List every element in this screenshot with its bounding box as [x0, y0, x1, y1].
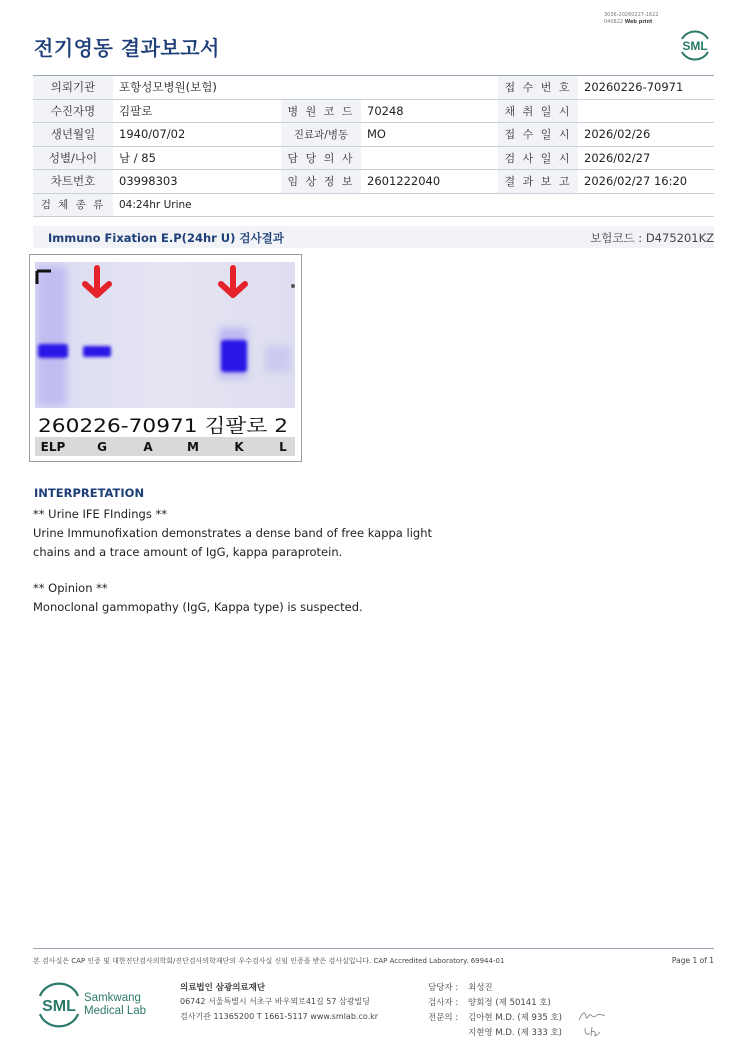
- value-clinical-info: 2601222040: [361, 170, 498, 194]
- interpretation-heading: INTERPRETATION: [34, 486, 145, 500]
- info-row: [33, 99, 714, 123]
- value-chart-no: 03998303: [113, 170, 281, 194]
- value-test-date: 2026/02/27: [578, 146, 714, 170]
- samkwang-logo-icon: [36, 980, 156, 1028]
- info-row: [33, 170, 714, 194]
- label-requesting-org: 의뢰기관: [33, 76, 113, 100]
- kappa-band: [221, 340, 247, 372]
- staff-name: 양회정 (제 50141 호): [468, 998, 551, 1008]
- staff-name: 최성진: [468, 983, 493, 993]
- value-department: MO: [361, 123, 498, 147]
- staff-name: 지현영 M.D. (제 333 호): [468, 1028, 563, 1038]
- gel-sample-label: 260226-70971 김팔로 2: [38, 415, 288, 437]
- info-row: [33, 193, 714, 217]
- label-birth-date: 생년월일: [33, 123, 113, 147]
- info-row: [33, 76, 714, 100]
- value-birth-date: 1940/07/02: [113, 123, 281, 147]
- staff-role: 전문의 :: [428, 1013, 459, 1023]
- label-receipt-date: 접 수 일 시: [498, 123, 578, 147]
- logo-top-text: SML: [682, 39, 708, 53]
- elp-lane-smear: [37, 266, 67, 406]
- info-row: [33, 123, 714, 147]
- lane-label-elp: ELP: [40, 440, 66, 454]
- org-contact: 검사기관 11365200 T 1661-5117 www.smlab.co.kr: [180, 1012, 379, 1021]
- staff-row: [428, 1011, 562, 1023]
- label-department: 진료과/병동: [281, 123, 361, 147]
- value-collection-date: [578, 99, 714, 123]
- print-code: [604, 12, 659, 26]
- print-code-number: 040822: [604, 19, 624, 25]
- value-patient-name: 김팔로: [113, 99, 281, 123]
- value-sex-age: 남 / 85: [113, 146, 281, 170]
- elp-band: [38, 344, 68, 358]
- lane-label-strip: [35, 437, 295, 456]
- logo-bottom-text: SML: [42, 998, 76, 1015]
- info-row: [33, 146, 714, 170]
- value-requesting-org: 포항성모병원(보험): [113, 76, 498, 100]
- signature-icon: [582, 1024, 602, 1038]
- footer-divider: [33, 948, 714, 949]
- sml-logo-icon: [676, 26, 714, 64]
- lane-label-k: K: [234, 440, 244, 454]
- staff-row: [428, 981, 493, 993]
- label-hospital-code: 병 원 코 드: [281, 99, 361, 123]
- logo-sub2: Medical Lab: [84, 1005, 147, 1017]
- label-sex-age: 성별/나이: [33, 146, 113, 170]
- accreditation-note: 본 검사실은 CAP 인증 및 대한진단검사의학회/진단검사의학재단의 우수검사실 신임 인증을 받은 검사실입니다. CAP Accredited Laboratory. 69944-01: [33, 957, 505, 965]
- patient-info-table: [33, 75, 714, 217]
- org-name: 의료법인 삼광의료재단: [180, 983, 266, 993]
- value-accession-no: 20260226-70971: [578, 76, 714, 100]
- value-physician: [361, 146, 498, 170]
- value-result-report: 2026/02/27 16:20: [578, 170, 714, 194]
- insurance-code: 보험코드 : D475201KZ: [590, 231, 714, 245]
- label-accession-no: 접 수 번 호: [498, 76, 578, 100]
- staff-row: [428, 996, 551, 1008]
- staff-role: 검사자 :: [428, 998, 459, 1008]
- opinion-text: Monoclonal gammopathy (IgG, Kappa type) is suspected.: [33, 600, 363, 614]
- staff-row: [468, 1026, 562, 1038]
- value-receipt-date: 2026/02/26: [578, 123, 714, 147]
- label-clinical-info: 임 상 정 보: [281, 170, 361, 194]
- lane-label-l: L: [279, 440, 287, 454]
- print-code-line2: [604, 19, 659, 26]
- logo-sub1: Samkwang: [84, 992, 141, 1004]
- lambda-lane-trace: [265, 346, 291, 372]
- findings-text: Urine Immunofixation demonstrates a dense band of free kappa light chains and a trace amount of IgG, kappa paraprotein.: [33, 526, 433, 559]
- igg-band: [83, 346, 111, 357]
- lane-label-m: M: [187, 440, 199, 454]
- findings-heading: ** Urine IFE FIndings **: [33, 507, 167, 521]
- staff-name: 김아현 M.D. (제 935 호): [468, 1013, 563, 1023]
- lane-label-a: A: [143, 440, 153, 454]
- label-patient-name: 수진자명: [33, 99, 113, 123]
- report-title: 전기영동 결과보고서: [34, 36, 220, 60]
- edge-dot: [291, 284, 295, 288]
- signature-icon: [577, 1009, 607, 1023]
- lane-label-g: G: [97, 440, 107, 454]
- label-specimen-type: 검 체 종 류: [33, 193, 113, 217]
- print-label: Web print: [624, 19, 653, 25]
- label-collection-date: 채 취 일 시: [498, 99, 578, 123]
- label-physician: 담 당 의 사: [281, 146, 361, 170]
- label-chart-no: 차트번호: [33, 170, 113, 194]
- org-address: 06742 서울특별시 서초구 바우뫼로41길 57 삼광빌딩: [180, 997, 370, 1006]
- label-result-report: 결 과 보 고: [498, 170, 578, 194]
- opinion-heading: ** Opinion **: [33, 581, 108, 595]
- page-number: Page 1 of 1: [671, 956, 714, 965]
- immunofixation-gel-image: [35, 262, 295, 456]
- label-test-date: 검 사 일 시: [498, 146, 578, 170]
- section-title: Immuno Fixation E.P(24hr U) 검사결과: [48, 231, 284, 245]
- value-hospital-code: 70248: [361, 99, 498, 123]
- value-specimen-type: 04:24hr Urine: [113, 193, 714, 217]
- staff-role: 담당자 :: [428, 983, 459, 993]
- print-code-line1: 3036-20260227-1622: [604, 12, 659, 18]
